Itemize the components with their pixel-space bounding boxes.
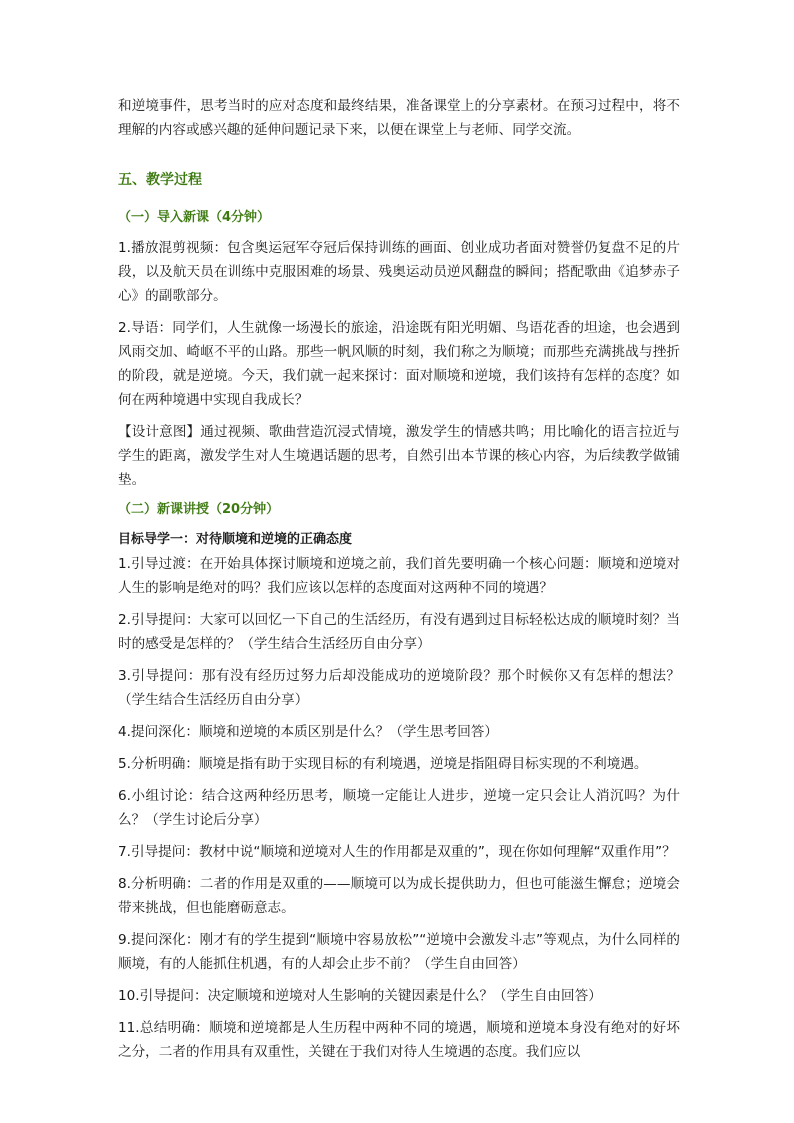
design-intent-paragraph: 【设计意图】通过视频、歌曲营造沉浸式情境，激发学生的情感共鸣；用比喻化的语言拉近与学生的距离，激发学生对人生境遇话题的思考，自然引出本节课的核心内容，为后续教学做铺垫。 xyxy=(118,424,680,488)
subsection-heading-lecture: （二）新课讲授（20分钟） xyxy=(118,502,280,517)
list-item: 3.引导提问：那有没有经历过努力后却没能成功的逆境阶段？那个时候你又有怎样的想法？（学生结合生活经历自由分享） xyxy=(118,668,680,708)
subsection-heading-intro: （一）导入新课（4分钟） xyxy=(118,210,271,225)
list-item: 4.提问深化：顺境和逆境的本质区别是什么？（学生思考回答） xyxy=(118,724,498,740)
list-item: 10.引导提问：决定顺境和逆境对人生影响的关键因素是什么？（学生自由回答） xyxy=(118,988,602,1004)
list-item: 7.引导提问：教材中说“顺境和逆境对人生的作用都是双重的”，现在你如何理解“双重作用”？ xyxy=(118,844,676,860)
list-item: 2.导语：同学们，人生就像一场漫长的旅途，沿途既有阳光明媚、鸟语花香的坦途，也会遇到风雨交加、崎岖不平的山路。那些一帆风顺的时刻，我们称之为顺境；而那些充满挑战与挫折的阶段，就是逆境。今天，我们就一起来探讨：面对顺境和逆境，我们该持有怎样的态度？如何在两种境遇中实现自我成长？ xyxy=(118,320,680,408)
list-item: 8.分析明确：二者的作用是双重的——顺境可以为成长提供助力，但也可能滋生懈怠；逆境会带来挑战，但也能磨砺意志。 xyxy=(118,876,680,916)
list-item: 2.引导提问：大家可以回忆一下自己的生活经历，有没有遇到过目标轻松达成的顺境时刻？当时的感受是怎样的？（学生结合生活经历自由分享） xyxy=(118,612,680,652)
list-item: 9.提问深化：刚才有的学生提到“顺境中容易放松”“逆境中会激发斗志”等观点，为什么同样的顺境，有的人能抓住机遇，有的人却会止步不前？（学生自由回答） xyxy=(118,932,680,972)
list-item: 1.引导过渡：在开始具体探讨顺境和逆境之前，我们首先要明确一个核心问题：顺境和逆境对人生的影响是绝对的吗？我们应该以怎样的态度面对这两种不同的境遇？ xyxy=(118,556,680,596)
list-item: 5.分析明确：顺境是指有助于实现目标的有利境遇，逆境是指阻碍目标实现的不利境遇。 xyxy=(118,756,648,772)
goal-heading: 目标导学一：对待顺境和逆境的正确态度 xyxy=(118,532,353,547)
document-body xyxy=(118,94,680,1072)
list-item: 6.小组讨论：结合这两种经历思考，顺境一定能让人进步，逆境一定只会让人消沉吗？为什么？（学生讨论后分享） xyxy=(118,788,680,828)
list-item: 11.总结明确：顺境和逆境都是人生历程中两种不同的境遇，顺境和逆境本身没有绝对的好坏之分，二者的作用具有双重性，关键在于我们对待人生境遇的态度。我们应以 xyxy=(118,1020,680,1060)
list-item: 1.播放混剪视频：包含奥运冠军夺冠后保持训练的画面、创业成功者面对赞誉仍复盘不足的片段，以及航天员在训练中克服困难的场景、残奥运动员逆风翻盘的瞬间；搭配歌曲《追梦赤子心》的副歌部分。 xyxy=(118,240,680,304)
paragraph-intro: 和逆境事件，思考当时的应对态度和最终结果，准备课堂上的分享素材。在预习过程中，将不理解的内容或感兴趣的延伸问题记录下来，以便在课堂上与老师、同学交流。 xyxy=(118,98,680,138)
section-title: 五、教学过程 xyxy=(118,172,202,188)
